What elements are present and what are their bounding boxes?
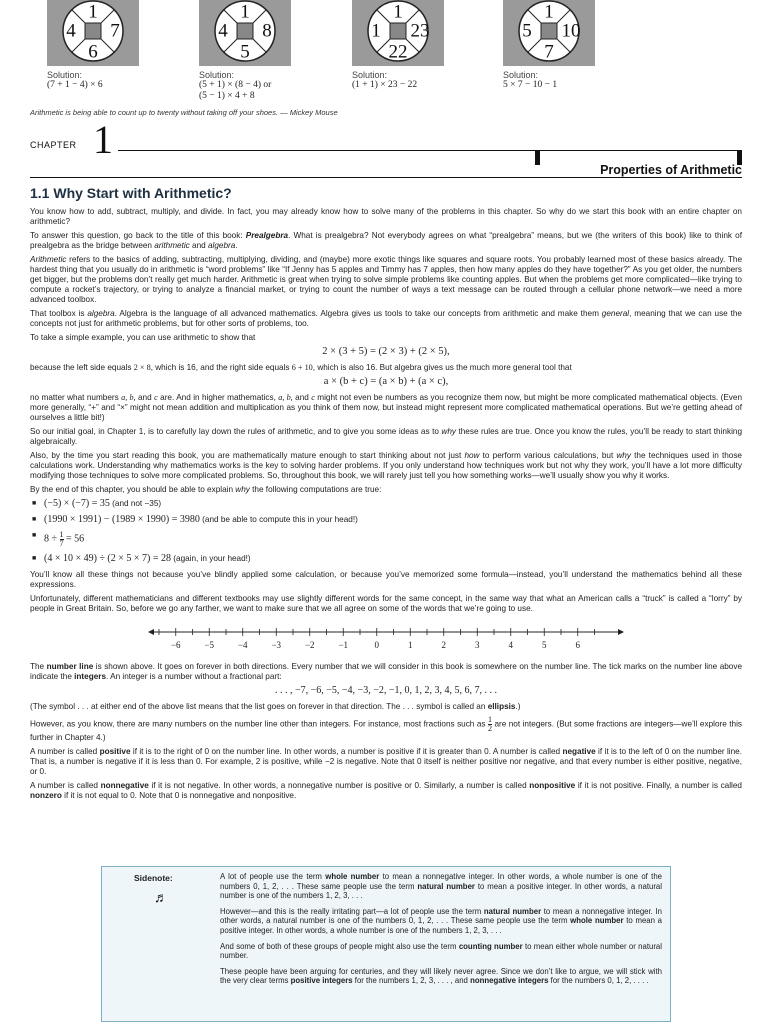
sidenote-body bbox=[220, 872, 662, 992]
puzzle-wheel bbox=[47, 0, 139, 66]
paragraph: However, as you know, there are many numbers on the number line other than integers. For instance, most fractions such as $\frac{1}{2}$ are not integers. (But some fractions are integers—we’ll explore this further in Chapter 4.) bbox=[30, 715, 742, 742]
puzzle-card-2 bbox=[199, 0, 319, 102]
puzzle-wheel bbox=[199, 0, 291, 66]
solution-line: 5 × 7 − 10 − 1 bbox=[503, 80, 558, 90]
puzzle-number-left: 4 bbox=[66, 20, 76, 42]
paragraph: So our initial goal, in Chapter 1, is to carefully lay down the rules of arithmetic, and to give you some ideas as to why these rules are true. Once you know the rules, you’ll be ready to start thinking algebraically. bbox=[30, 427, 742, 446]
equation: a × (b + c) = (a × b) + (a × c), bbox=[323, 376, 449, 387]
puzzle-number-bottom: 22 bbox=[388, 41, 408, 63]
paragraph: A number is called nonnegative if it is not negative. In other words, a nonnegative number is positive or 0. Similarly, a number is called nonpositive if it is not positive. Finally, a number is called nonzero if it is not equal to 0. Note that 0 is nonnegative and nonpositive. bbox=[30, 781, 742, 800]
list-item: ■ 8 ÷ $\frac{1}{7}$ = 56 bbox=[44, 531, 742, 548]
solution-label: Solution: bbox=[47, 70, 83, 80]
chapter-number: 1 bbox=[93, 117, 113, 162]
sidenote-box bbox=[101, 866, 671, 1022]
puzzle-number-bottom: 7 bbox=[544, 41, 554, 63]
puzzle-number-right: 7 bbox=[110, 20, 120, 42]
number-line-arrow-right bbox=[618, 629, 624, 635]
puzzle-number-left: 4 bbox=[218, 20, 228, 42]
list-item: ■ (4 × 10 × 49) ÷ (2 × 5 × 7) = 28 (again, in your head!) bbox=[44, 554, 742, 564]
puzzle-number-top: 1 bbox=[544, 1, 554, 23]
number-line-label: 2 bbox=[441, 640, 446, 650]
puzzle-card-4 bbox=[503, 0, 623, 91]
number-line-label: 0 bbox=[374, 640, 379, 650]
equation: 2 × (3 + 5) = (2 × 3) + (2 × 5), bbox=[322, 346, 450, 357]
sidenote-paragraph: A lot of people use the term whole number to mean a nonnegative integer. In other words, a whole number is one of the numbers 0, 1, 2, . . . These same people use the term natural number to mean a positive integer. In other words, a natural number is one of the numbers 1, 2, 3, . . . bbox=[220, 872, 662, 901]
paragraph: because the left side equals 2 × 8, which is 16, and the right side equals 6 + 10, which is also 16. But algebra gives us the much more general tool that bbox=[30, 363, 572, 372]
chapter-rule-marker bbox=[535, 150, 540, 165]
puzzle-number-right: 23 bbox=[410, 20, 430, 42]
solution-label: Solution: bbox=[199, 70, 235, 80]
paragraph: The number line is shown above. It goes on forever in both directions. Every number that we will consider in this book is somewhere on the number line. The tick marks on the number line above indicate the integers. An integer is a number without a fractional part: bbox=[30, 662, 743, 681]
list-item: ■ (1990 × 1991) − (1989 × 1990) = 3980 (and be able to compute this in your head!) bbox=[44, 515, 742, 525]
list-item: ■ (−5) × (−7) = 35 (and not −35) bbox=[44, 499, 742, 509]
paragraph: (The symbol . . . at either end of the above list means that the list goes on forever in that direction. The . . . symbol is called an ellipsis.) bbox=[30, 702, 521, 711]
puzzle-card-3 bbox=[352, 0, 472, 91]
paragraph: You know how to add, subtract, multiply, and divide. In fact, you may already know how to solve many of the problems in this chapter. So why do we start this book with an entire chapter on arithmetic? bbox=[30, 207, 742, 226]
solution-line: (1 + 1) × 23 − 22 bbox=[352, 80, 418, 90]
puzzle-number-top: 1 bbox=[88, 1, 98, 23]
computation-list bbox=[30, 499, 742, 564]
puzzle-wheel bbox=[352, 0, 444, 66]
solution-label: Solution: bbox=[503, 70, 539, 80]
puzzle-number-bottom: 5 bbox=[240, 41, 250, 63]
sidenote-paragraph: However—and this is the really irritating part—a lot of people use the term natural number to mean a nonnegative integer. In other words, a natural number is one of the numbers 0, 1, 2, . . . These same people use the term whole number to mean a positive integer. In other words, a whole number is one of the numbers 1, 2, 3, . . . bbox=[220, 906, 662, 935]
puzzle-number-right: 8 bbox=[262, 20, 272, 42]
number-line-label: −1 bbox=[338, 640, 349, 650]
solution-line: (5 − 1) × 4 + 8 bbox=[199, 91, 255, 101]
paragraph: no matter what numbers a, b, and c are. And in higher mathematics, a, b, and c might not even be numbers as you recognize them now, but might be more complicated mathematical objects. (Even more generally, “+” and “×” might not mean addition and multiplication as you think of them now, but instead might represent more complicated mathematical operations. But we’re getting ahead of ourselves a little bit!) bbox=[30, 393, 742, 422]
paragraph: Also, by the time you start reading this book, you are mathematically mature enough to start thinking about not just how to perform various calculations, but why the techniques used in those calculations work. Understanding why mathematics works is the key to solving harder problems. If you only understand how techniques work but not why they work, you’ll have a lot more difficulty modifying those techniques to solve more complicated problems. So, throughout this book, we will rarely just tell you how something works—we’ll usually show you why it works. bbox=[30, 451, 742, 480]
sidenote-paragraph: These people have been arguing for centuries, and they will likely never agree. Since we don’t like to argue, we will stick with the very clear terms positive integers for the numbers 1, 2, 3, . . . , and nonnegative integers for the numbers 0, 1, 2, . . . . bbox=[220, 966, 662, 986]
chapter-title: Properties of Arithmetic bbox=[600, 163, 742, 177]
puzzle-number-top: 1 bbox=[393, 1, 403, 23]
number-line-label: −4 bbox=[237, 640, 248, 650]
puzzle-row bbox=[0, 0, 768, 110]
puzzle-number-bottom: 6 bbox=[88, 41, 98, 63]
section-heading: 1.1 Why Start with Arithmetic? bbox=[30, 185, 232, 201]
number-line-label: 6 bbox=[575, 640, 580, 650]
sidenote-paragraph: And some of both of these groups of people might also use the term counting number to mean either whole number or natural number. bbox=[220, 941, 662, 961]
number-line-label: −3 bbox=[271, 640, 282, 650]
music-note-icon: ♬ bbox=[154, 889, 168, 905]
number-line bbox=[30, 620, 742, 658]
paragraph: That toolbox is algebra. Algebra is the language of all advanced mathematics. Algebra gives us tools to take our concepts from arithmetic and make them general, meaning that we can use the concepts not just for arithmetic problems, but for other sorts of problems, too. bbox=[30, 309, 742, 328]
paragraph: By the end of this chapter, you should be able to explain why the following computations are true: bbox=[30, 485, 382, 494]
solution-line: (5 + 1) × (8 − 4) or bbox=[199, 80, 272, 90]
integer-list: . . . , −7, −6, −5, −4, −3, −2, −1, 0, 1, 2, 3, 4, 5, 6, 7, . . . bbox=[275, 685, 497, 696]
epigraph-quote: Arithmetic is being able to count up to twenty without taking off your shoes. — Mickey Mouse bbox=[30, 108, 338, 117]
paragraph: A number is called positive if it is to the right of 0 on the number line. In other words, a number is positive if it is greater than 0. A number is called negative if it is to the left of 0 on the number line. That is, a number is negative if it is less than 0. For example, 2 is positive, while −2 is negative. Note that 0 itself is neither positive nor negative, and that every number is either positive, negative, or 0. bbox=[30, 747, 742, 776]
puzzle-wheel bbox=[503, 0, 595, 66]
number-line-graphic bbox=[30, 620, 742, 658]
puzzle-number-left: 1 bbox=[371, 20, 381, 42]
sidenote-label: Sidenote: bbox=[134, 873, 173, 883]
paragraph: You’ll know all these things not because you’ve blindly applied some calculation, or because you’ve memorized some formula—instead, you’ll understand the mathematics behind all these expressions. bbox=[30, 570, 742, 589]
number-line-label: 5 bbox=[542, 640, 547, 650]
paragraph: Arithmetic refers to the basics of adding, subtracting, multiplying, dividing, and (maybe) more exotic things like squares and square roots. You probably learned most of these basics already. The hardest thing that you usually do in arithmetic is “word problems” like “If Jenny has 5 apples and Timmy has 7 apples, then how many apples do they have together?” As you get older, the numbers get bigger, but the problems don’t really get much harder. Arithmetic is great when trying to solve simple problems like counting apples. But when the problems get more complicated—like trying to compute a rocket’s trajectory, or trying to analyze a financial market, or trying to count the number of ways a text message can be routed through a cellular phone network—we need a more advanced toolbox. bbox=[30, 255, 742, 304]
puzzle-number-right: 10 bbox=[561, 20, 581, 42]
main-text bbox=[30, 207, 742, 805]
puzzle-number-left: 5 bbox=[522, 20, 532, 42]
solution-label: Solution: bbox=[352, 70, 388, 80]
number-line-label: 1 bbox=[408, 640, 413, 650]
number-line-label: 3 bbox=[475, 640, 480, 650]
solution-line: (7 + 1 − 4) × 6 bbox=[47, 80, 103, 90]
number-line-arrow-left bbox=[148, 629, 154, 635]
chapter-rule-bottom bbox=[30, 177, 742, 178]
chapter-rule-top bbox=[118, 150, 742, 151]
number-line-label: 4 bbox=[508, 640, 513, 650]
puzzle-number-top: 1 bbox=[240, 1, 250, 23]
number-line-label: −5 bbox=[204, 640, 215, 650]
paragraph: Unfortunately, different mathematicians and different textbooks may use slightly different words for the same concept, in the same way that what an American calls a “truck” is called a “lorry” by people in Great Britain. So, before we go any farther, we want to make sure that we all agree on some of the words that we’re going to use. bbox=[30, 594, 742, 613]
chapter-label: CHAPTER bbox=[30, 140, 77, 150]
paragraph: To answer this question, go back to the title of this book: Prealgebra. What is prealgebra? Not everybody agrees on what “prealgebra” means, but we (the writers of this book) like to think of prealgebra as the bridge between arithmetic and algebra. bbox=[30, 231, 742, 250]
paragraph: To take a simple example, you can use arithmetic to show that bbox=[30, 333, 256, 342]
number-line-label: −6 bbox=[170, 640, 181, 650]
puzzle-card-1 bbox=[47, 0, 167, 91]
number-line-label: −2 bbox=[304, 640, 315, 650]
